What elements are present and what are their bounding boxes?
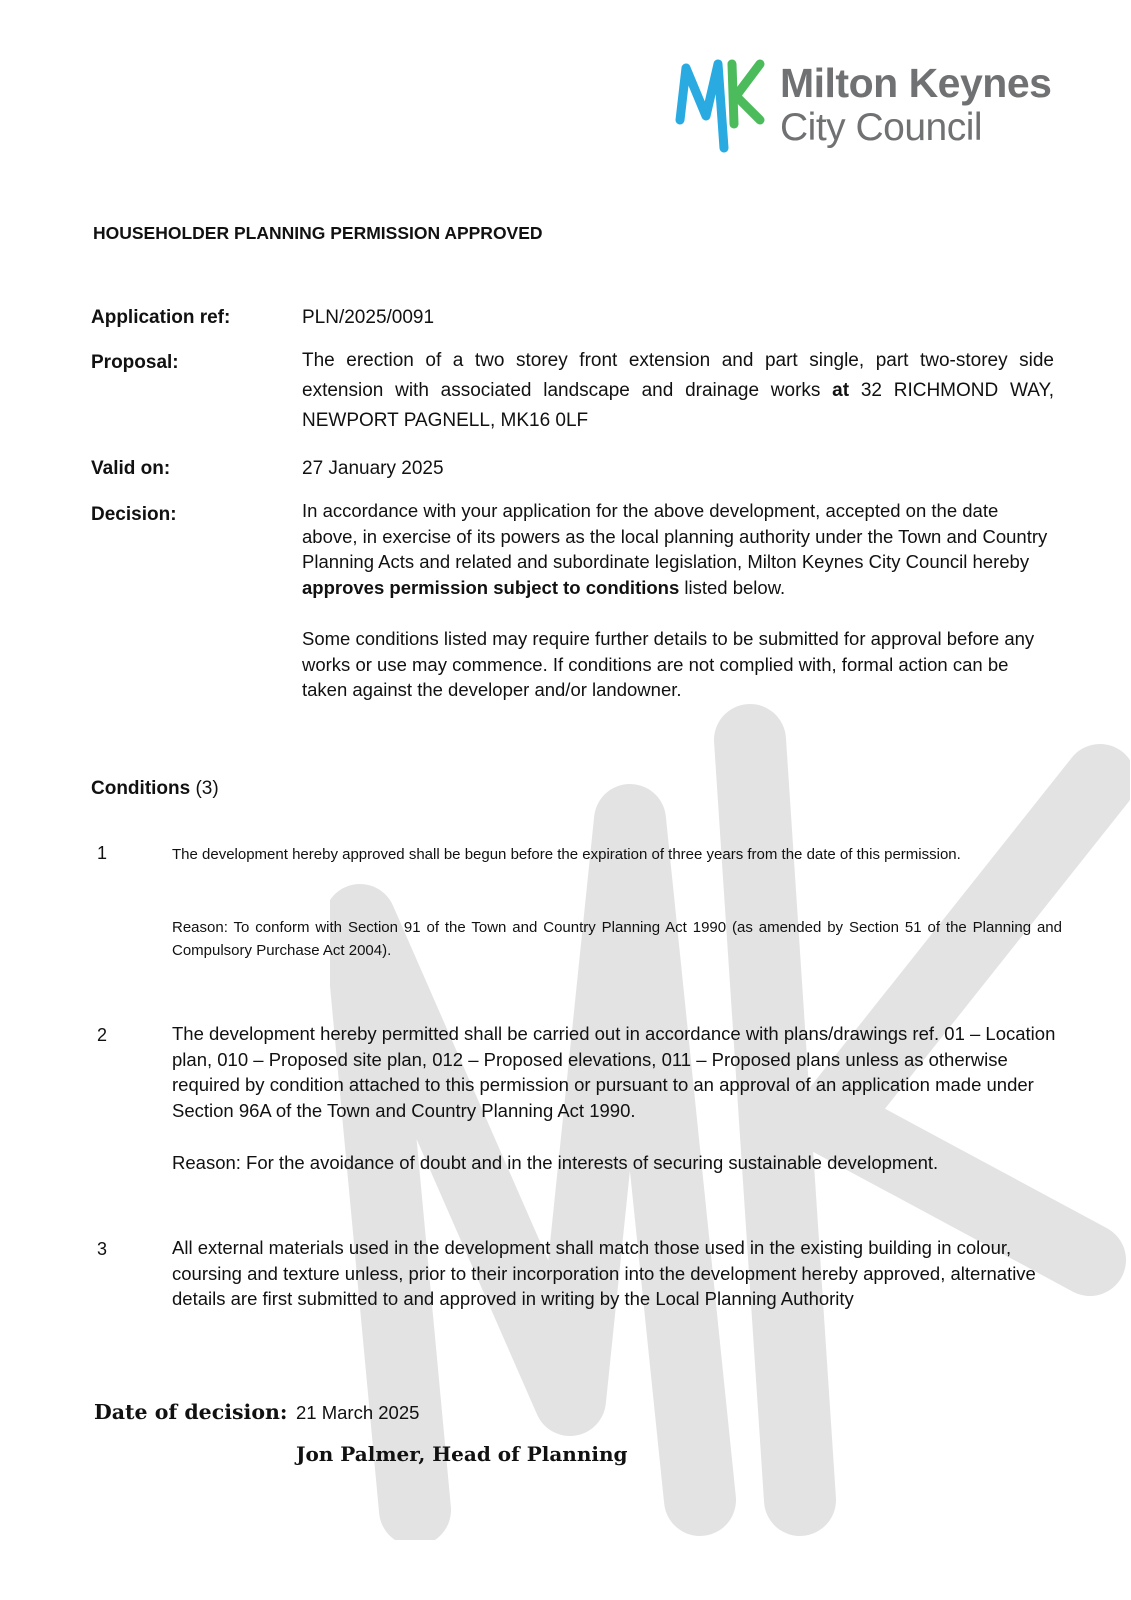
condition-text: All external materials used in the development shall match those used in the existing building in colour, coursing and texture unless, prior to their incorporation into the development hereby approved, alternative details are first submitted to and approved in writing by the Local Planning Authority — [172, 1237, 1036, 1309]
document-title: HOUSEHOLDER PLANNING PERMISSION APPROVED — [93, 223, 543, 243]
condition-reason: Reason: To conform with Section 91 of the Town and Country Planning Act 1990 (as amended by Section 51 of the Planning and Compulsory Purchase Act 2004). — [172, 919, 1062, 959]
condition-reason: Reason: For the avoidance of doubt and in the interests of securing sustainable development. — [172, 1152, 939, 1173]
conditions-heading — [91, 778, 219, 800]
council-name-line1: Milton Keynes — [780, 60, 1052, 106]
conditions-count: (3) — [195, 778, 219, 799]
signatory-name: Jon Palmer, Head of Planning — [296, 1442, 628, 1466]
decision-paragraph-1 — [302, 498, 1054, 600]
application-ref-label: Application ref: — [91, 307, 231, 328]
decision-paragraph-2: Some conditions listed may require further details to be submitted for approval before any works or use may commence. If conditions are not complied with, formal action can be taken against the developer and/or landowner. — [302, 628, 1035, 700]
decision-text: In accordance with your application for the above development, accepted on the date above, in exercise of its powers as the local planning authority under the Town and Country Planning Acts and related and subordinate legislation, Milton Keynes City Council hereby — [302, 500, 1048, 572]
valid-on-value: 27 January 2025 — [302, 458, 444, 479]
date-of-decision-label: Date of decision: — [94, 1400, 288, 1424]
proposal-label: Proposal: — [91, 352, 179, 373]
condition-number: 2 — [97, 1025, 108, 1045]
proposal-address: 32 RICHMOND WAY, NEWPORT PAGNELL, MK16 0LF — [302, 380, 1054, 431]
condition-number: 3 — [97, 1239, 108, 1259]
condition-text: The development hereby permitted shall be carried out in accordance with plans/drawings ref. 01 – Location plan, 010 – Proposed site plan, 012 – Proposed elevations, 011 – Proposed plans unless as otherwise required by condition attached to this permission or pursuant to an approval of an application made under Section 96A of the Town and Country Planning Act 1990. — [172, 1023, 1056, 1121]
decision-text-end: listed below. — [684, 576, 786, 598]
application-ref-value: PLN/2025/0091 — [302, 307, 435, 328]
valid-on-label: Valid on: — [91, 458, 171, 479]
council-name-line2: City Council — [780, 106, 983, 149]
condition-text: The development hereby approved shall be begun before the expiration of three years from the date of this permission. — [172, 846, 961, 863]
condition-number: 1 — [97, 843, 108, 863]
mk-logo-icon — [672, 58, 768, 154]
conditions-heading-text: Conditions — [91, 778, 191, 799]
decision-label: Decision: — [91, 504, 177, 525]
proposal-description: The erection of a two storey front extension and part single, part two-storey side extension with associated landscape and drainage works — [302, 350, 1054, 401]
proposal-at: at — [832, 380, 850, 401]
decision-outcome: approves permission subject to conditions — [302, 576, 680, 598]
proposal-text — [302, 346, 1054, 436]
date-of-decision-value: 21 March 2025 — [296, 1402, 420, 1423]
